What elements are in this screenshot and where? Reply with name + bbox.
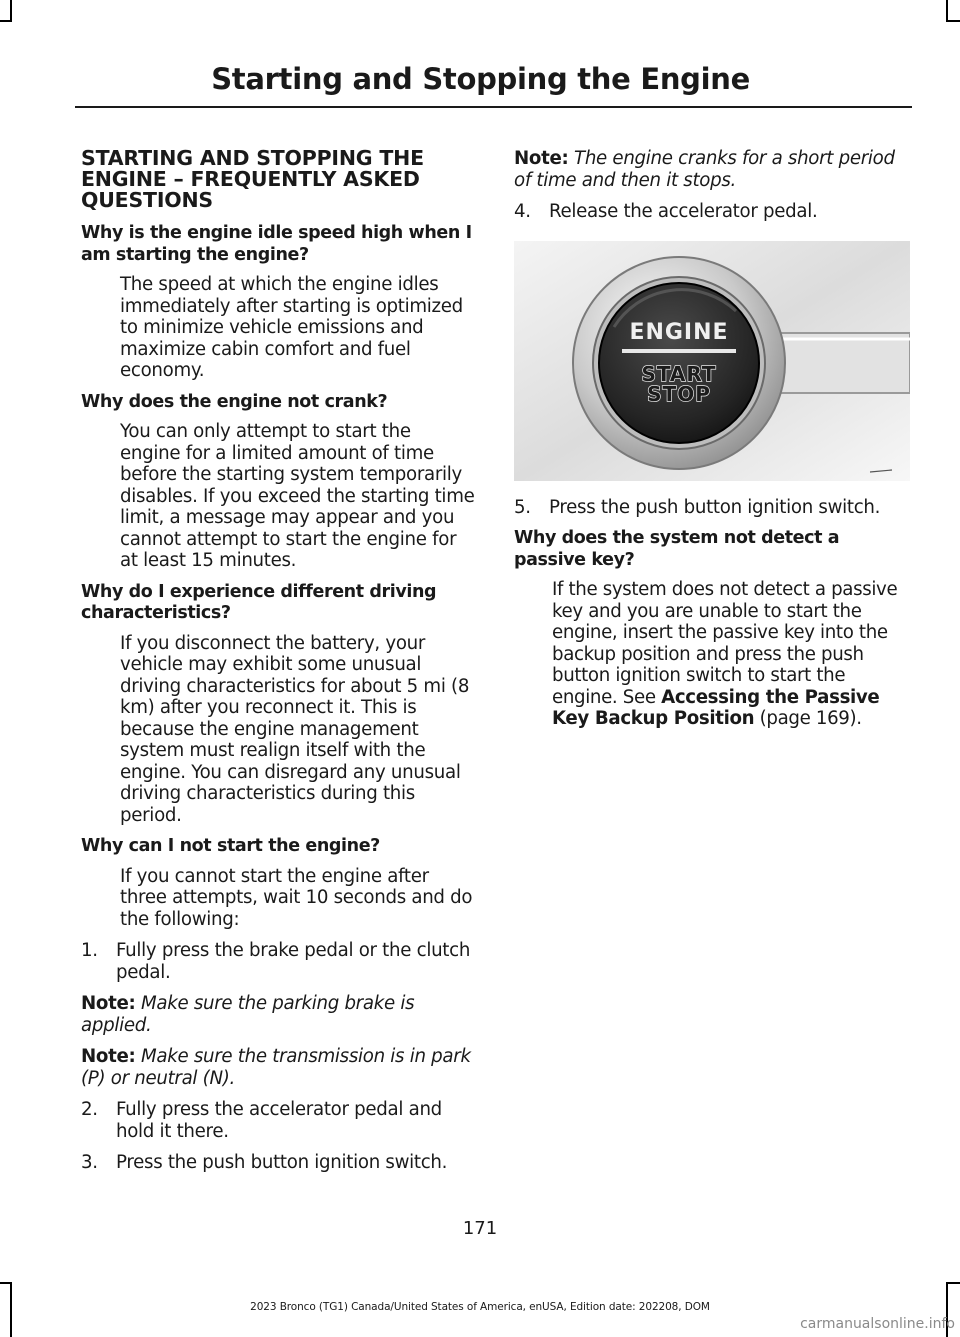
answer-idle-speed: The speed at which the engine idles immediately after starting is optimized to minimize vehicle emissions and maximize cabin comfort and fuel economy. [120, 274, 463, 381]
step-text: Fully press the brake pedal or the clutch pedal. [116, 940, 471, 983]
question-idle-speed: Why is the engine idle speed high when I am starting the engine? [81, 223, 472, 265]
button-label-stop: STOP [647, 381, 711, 406]
note-parking-brake [81, 993, 476, 1036]
step-number: 1. [81, 940, 98, 961]
question-driving-characteristics: Why do I experience different driving characteristics? [81, 581, 437, 623]
note-text: Make sure the parking brake is applied. [81, 993, 415, 1036]
step-text: Release the accelerator pedal. [549, 201, 818, 222]
answer-passive-key [552, 579, 910, 730]
note-text: The engine cranks for a short period of time and then it stops. [514, 148, 895, 191]
page-reference: (page 169). [754, 708, 862, 729]
engine-start-button-icon [514, 241, 910, 481]
header-rule [75, 106, 912, 108]
note-text: Make sure the transmission is in park (P) or neutral (N). [81, 1046, 471, 1089]
cross-reference-link[interactable]: Accessing the Passive Key Backup Position [552, 686, 880, 729]
crop-mark [0, 20, 12, 22]
question-cannot-start: Why can I not start the engine? [81, 836, 380, 856]
step-text: Fully press the accelerator pedal and hold it there. [116, 1099, 442, 1142]
section-title: STARTING AND STOPPING THE ENGINE – FREQUENTLY ASKED QUESTIONS [81, 146, 424, 212]
crop-mark [10, 0, 12, 22]
crop-mark [946, 20, 960, 22]
step-2 [81, 1099, 476, 1142]
note-engine-cranks [514, 148, 910, 191]
question-no-crank: Why does the engine not crank? [81, 391, 388, 412]
crop-mark [0, 1282, 12, 1284]
step-text: Press the push button ignition switch. [549, 496, 881, 518]
note-transmission [81, 1046, 476, 1089]
step-number: 3. [81, 1152, 98, 1173]
step-text: Press the push button ignition switch. [116, 1152, 448, 1173]
step-number: 2. [81, 1099, 98, 1120]
step-3 [81, 1152, 476, 1174]
note-label: Note: [81, 1046, 136, 1067]
answer-no-crank: You can only attempt to start the engine for a limited amount of time before the starting system temporarily disables. If you exceed the starting time limit, a message may appear and you cannot attempt to start the engine for at least 15 minutes. [120, 421, 475, 571]
crop-mark [946, 0, 948, 22]
button-divider [622, 349, 736, 353]
note-label: Note: [514, 148, 569, 169]
note-label: Note: [81, 993, 136, 1014]
step-4 [514, 201, 910, 223]
step-5 [514, 497, 910, 519]
left-column [81, 148, 476, 1184]
watermark: carmanualsonline.info [800, 1316, 955, 1332]
page-header-title: Starting and Stopping the Engine [211, 62, 750, 96]
answer-driving-characteristics: If you disconnect the battery, your vehicle may exhibit some unusual driving characteristics for about 5 mi (8 km) after you reconnect it. This is because the engine management system must realign itself with the engine. You can disregard any unusual driving characteristics during this period. [120, 632, 470, 826]
step-number: 4. [514, 201, 531, 222]
crop-mark [946, 1282, 960, 1284]
answer-cannot-start: If you cannot start the engine after three attempts, wait 10 seconds and do the following: [120, 865, 473, 930]
step-1 [81, 940, 476, 983]
answer-text: If the system does not detect a passive key and you are unable to start the engine, insert the passive key into the backup position and press the push button ignition switch to start the engine. See [552, 579, 898, 708]
question-passive-key: Why does the system not detect a passive key? [514, 528, 840, 570]
engine-start-button-figure [514, 241, 910, 481]
button-label-start: START [641, 361, 717, 386]
page-number: 171 [462, 1218, 498, 1239]
step-number: 5. [514, 496, 531, 518]
right-column [514, 148, 910, 740]
footer-edition-info: 2023 Bronco (TG1) Canada/United States of America, enUSA, Edition date: 202208, DOM [250, 1301, 710, 1313]
button-label-engine: ENGINE [629, 319, 729, 345]
